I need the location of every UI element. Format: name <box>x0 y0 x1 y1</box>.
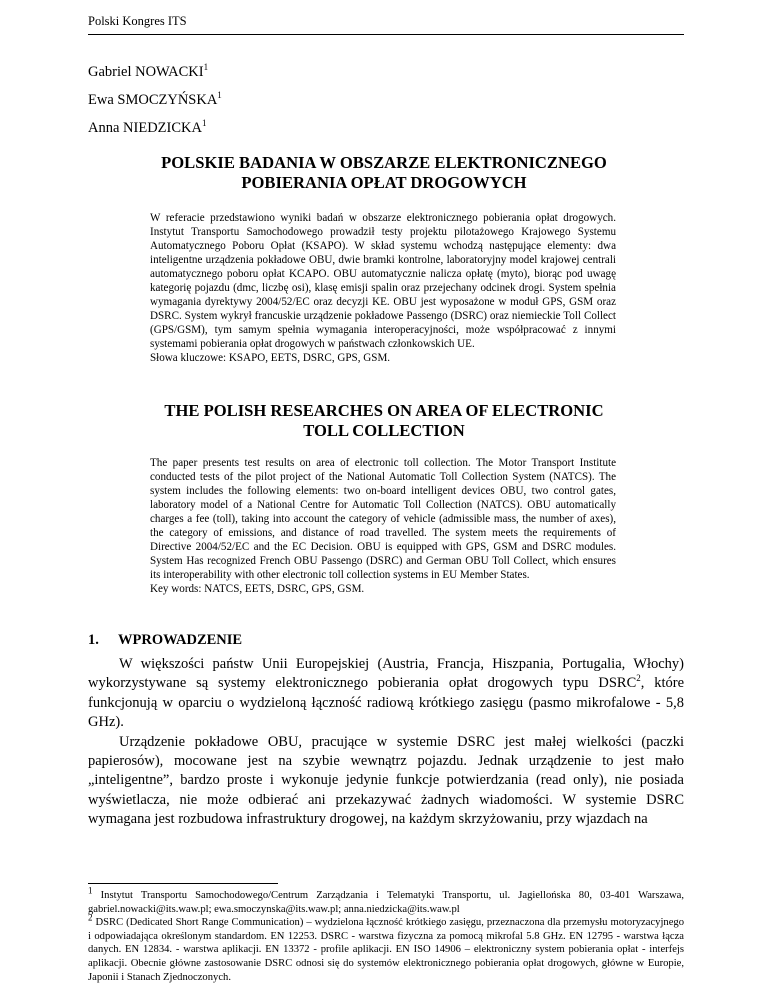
section-title: WPROWADZENIE <box>118 632 243 648</box>
author-name: Anna NIEDZICKA <box>88 120 202 136</box>
title-line: POLSKIE BADANIA W OBSZARZE ELEKTRONICZNEGO <box>161 153 607 172</box>
header-rule <box>88 34 684 35</box>
author-name: Ewa SMOCZYŃSKA <box>88 92 218 108</box>
paragraph <box>88 655 684 733</box>
abstract-text: W referacie przedstawiono wyniki badań w obszarze elektronicznego pobierania opłat drogowych. Instytut Transportu Samochodowego prowadził testy projektu pilotażowego Krajowego Systemu Automatycznego Poboru Opłat (KSAPO). W skład systemu wchodzą następujące elementy: dwa inteligentne urządzenia pokładowe OBU, dwie bramki kontrolne, laboratoryjny model krajowej centrali automatycznego poboru opłat KCAPO. OBU automatycznie nalicza opłatę (myto), biorąc pod uwagę kategorię pojazdu (dmc, liczbę osi), klasę emisji spalin oraz przejechany odcinek drogi. System spełnia wymagania dyrektywy 2004/52/EC oraz decyzji KE. OBU jest wyposażone w moduł GPS, GSM oraz DSRC. System wykrył francuskie urządzenie pokładowe Passengo (DSRC) oraz niemieckie Toll Collect (GPS/GSM), tym samym spełnia wymagania interoperacyjności, może współpracować z innymi systemami pobierania opłat drogowych w państwach członkowskich UE. <box>150 212 616 350</box>
paragraph: Urządzenie pokładowe OBU, pracujące w systemie DSRC jest małej wielkości (paczki papierosów), mocowane jest na szybie wewnątrz pojazdu. Jednak urządzenie to jest mało „inteligentne”, bardzo proste i wykonuje jedynie funkcje potwierdzania (read only), nie posiada wyświetlacza, nie może odbierać ani przekazywać żadnych wiadomości. W systemie DSRC wymagana jest rozbudowa infrastruktury drogowej, na każdym skrzyżowaniu, przy wjazdach na <box>88 733 684 828</box>
author-affiliation-mark: 1 <box>217 90 222 101</box>
footnote-mark: 2 <box>88 912 93 923</box>
title-line: POBIERANIA OPŁAT DROGOWYCH <box>241 173 527 192</box>
paragraph-text: W większości państw Unii Europejskiej (Austria, Francja, Hiszpania, Portugalia, Włochy) wykorzystywane są systemy elektronicznego pobierania opłat drogowych typu DSRC <box>88 656 684 692</box>
body-text <box>88 655 684 830</box>
footnote-ref: 2 <box>636 673 641 684</box>
keywords: Key words: NATCS, EETS, DSRC, GPS, GSM. <box>150 583 365 595</box>
footnote-separator <box>88 883 278 884</box>
author-3 <box>88 120 206 137</box>
section-heading <box>88 632 242 649</box>
footnote-text: Instytut Transportu Samochodowego/Centrum Zarządzania i Telematyki Transportu, ul. Jagiellońska 80, 03-401 Warszawa, gabriel.nowacki@its.waw.pl; ewa.smoczynska@its.waw.pl; anna.niedzicka@its.waw.pl <box>88 890 684 915</box>
abstract-text: The paper presents test results on area of electronic toll collection. The Motor Transport Institute conducted tests of the pilot project of the National Automatic Toll Collection System (NATCS). The system includes the following elements: two on-board intelligent devices OBU, two control gates, laboratory model of a National Centre for Automatic Toll Collection (NATCS). OBU automatically charges a fee (toll), taking into account the category of vehicle (admissible mass, the number of axes), the category of emissions, and distance of road travelled. The system meets the requirements of Directive 2004/52/EC and the EC Decision. OBU is equipped with GPS, GSM and DSRC modules. System Has recognized French OBU Passengo (DSRC) and German OBU Toll Collect, which ensures its interoperability with other electronic toll collection systems in EU Member States. <box>150 457 616 581</box>
author-1 <box>88 64 208 81</box>
title-line: THE POLISH RESEARCHES ON AREA OF ELECTRONIC <box>164 401 604 420</box>
author-affiliation-mark: 1 <box>201 118 207 129</box>
section-number: 1. <box>88 632 99 648</box>
footnote <box>88 885 684 916</box>
paper-title-polish <box>120 153 648 193</box>
author-affiliation-mark: 1 <box>203 62 209 73</box>
abstract-polish <box>150 211 616 365</box>
running-header: Polski Kongres ITS <box>88 14 187 28</box>
title-line: TOLL COLLECTION <box>303 421 465 440</box>
paragraph-text: , które funkcjonują w oparciu o wydzieloną łączność radiową krótkiego zasięgu (pasmo mikrofalowe - 5,8 GHz). <box>88 675 685 731</box>
footnote-mark: 1 <box>88 885 93 896</box>
paper-title-english <box>120 401 648 441</box>
keywords: Słowa kluczowe: KSAPO, EETS, DSRC, GPS, GSM. <box>150 352 391 364</box>
author-name: Gabriel NOWACKI <box>88 64 204 80</box>
author-2 <box>88 92 222 109</box>
footnotes <box>88 885 684 984</box>
abstract-english <box>150 456 616 596</box>
footnote <box>88 912 684 984</box>
footnote-text: DSRC (Dedicated Short Range Communication) – wydzielona łączność krótkiego zasięgu, przeznaczona dla przemysłu motoryzacyjnego i odpowiadająca określonym standardom. EN 12253. DSRC - warstwa fizyczna za pomocą mikrofal 5.8 GHz. EN 12795 - warstwa łącza danych. EN 12834. - warstwa aplikacji. EN 13372 - profile aplikacji. EN ISO 14906 – elektroniczny system pobierania opłat - interfejs aplikacji. Obecnie główne zastosowanie DSRC odnosi się do systemów elektronicznego pobierania opłat drogowych, główne w Europie, Japonii i Stanach Zjednoczonych. <box>88 917 684 983</box>
